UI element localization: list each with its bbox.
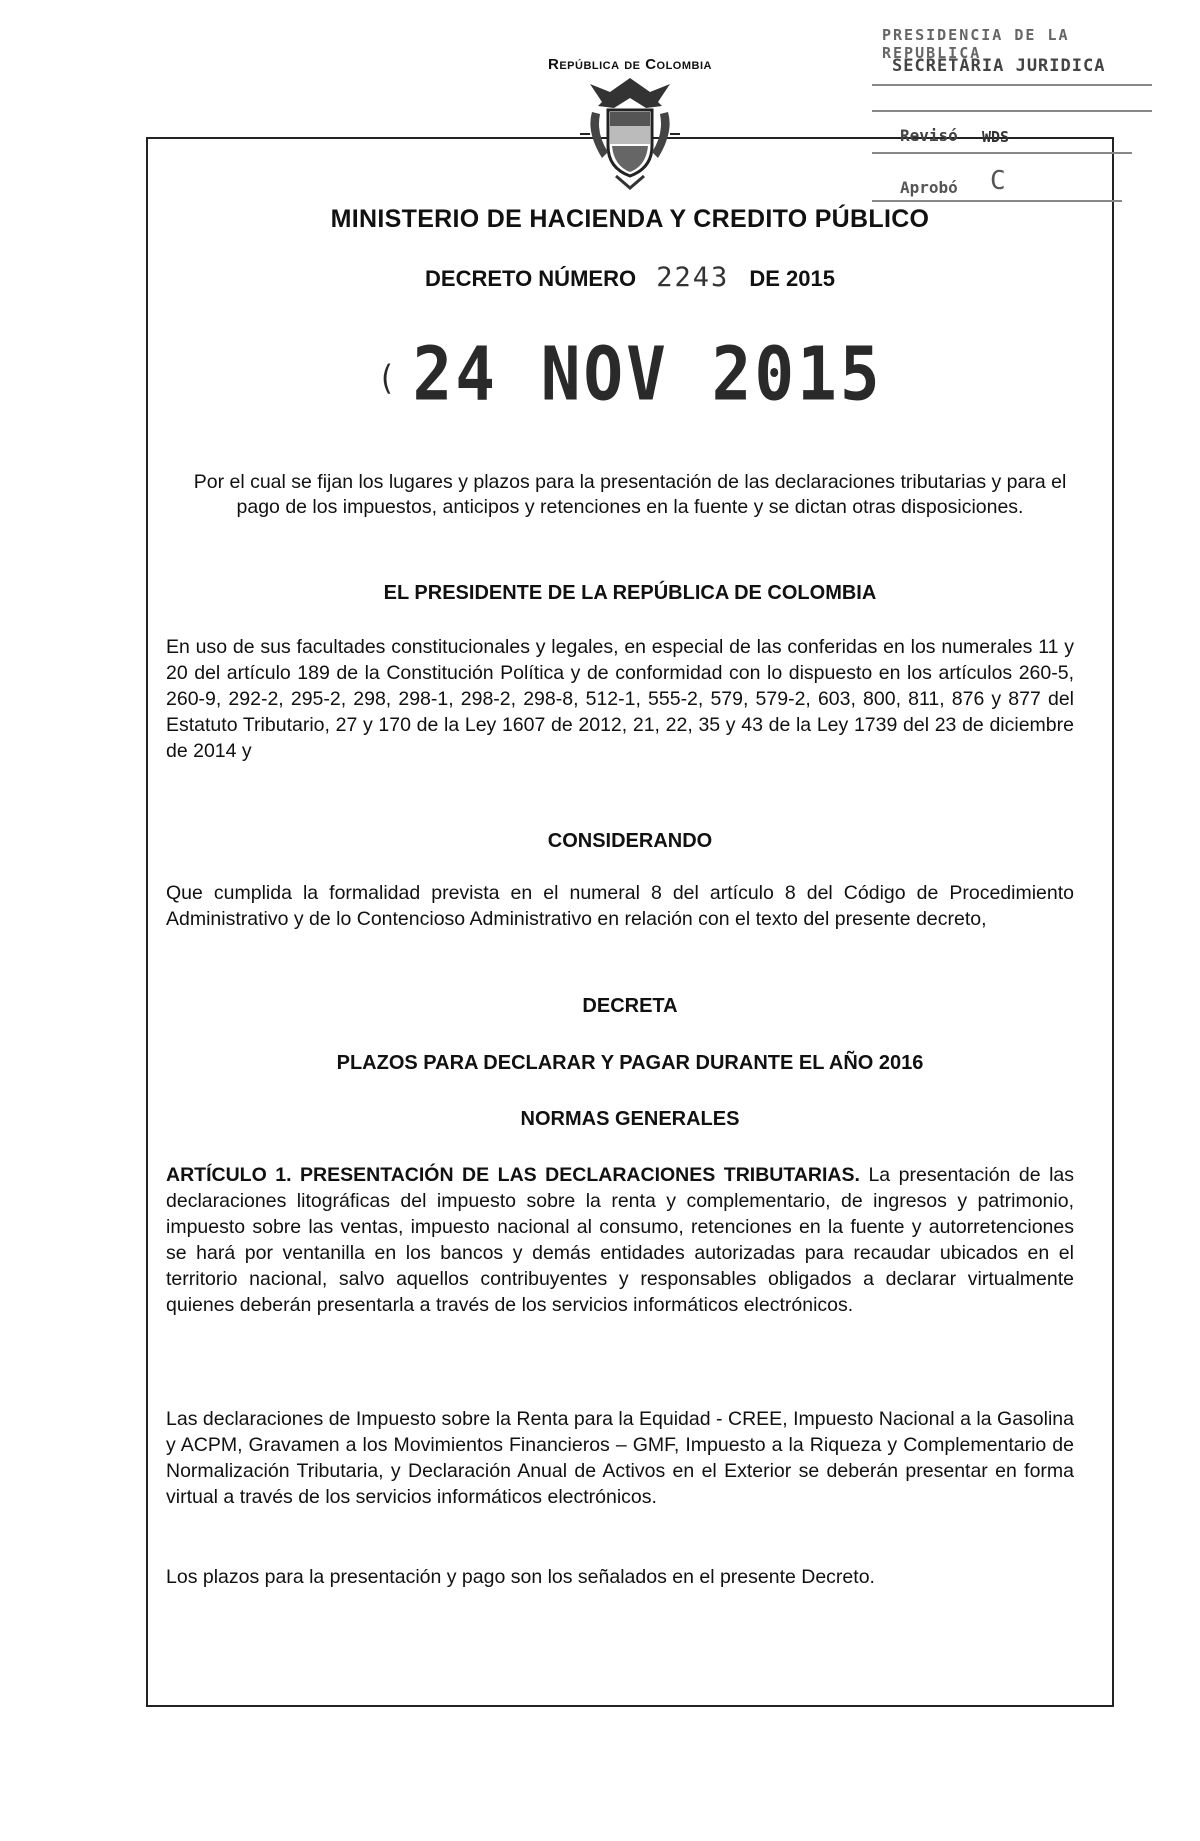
article-1-paragraph-2: Las declaraciones de Impuesto sobre la Renta para la Equidad - CREE, Impuesto Nacional a la Gasolina y ACPM, Gravamen a los Movimientos Financieros – GMF, Impuesto a la Riqueza y Complementario de Normalización Tributaria, y Declaración Anual de Activos en el Exterior se deberán presentar en forma virtual a través de los servicios informáticos electrónicos. [166,1408,1074,1508]
republic-heading: República de Colombia [548,56,712,73]
coat-of-arms-icon [580,72,680,192]
plazos-heading: PLAZOS PARA DECLARAR Y PAGAR DURANTE EL AÑO 2016 [336,1052,924,1074]
stamp-line-2: SECRETARIA JURIDICA [892,56,1106,76]
stamp-approved-label: Aprobó [900,178,958,197]
article-1-title: ARTÍCULO 1. PRESENTACIÓN DE LAS DECLARACIONES TRIBUTARIAS. [166,1164,860,1186]
normas-heading: NORMAS GENERALES [520,1108,740,1130]
stamp-reviewed-label: Revisó [900,126,958,145]
president-heading: EL PRESIDENTE DE LA REPÚBLICA DE COLOMBIA [383,582,877,604]
considerando-paragraph: Que cumplida la formalidad prevista en el numeral 8 del artículo 8 del Código de Procedimiento Administrativo y de lo Contencioso Administrativo en relación con el texto del presente decreto, [166,882,1074,930]
article-1-text: La presentación de las declaraciones litográficas del impuesto sobre la renta y complementario, de ingresos y patrimonio, impuesto sobre las ventas, impuesto nacional al consumo, retenciones en la fuente y autorretenciones se hará por ventanilla en los bancos y demás entidades autorizadas para recaudar ubicados en el territorio nacional, salvo aquellos contribuyentes y responsables obligados a declarar virtualmente quienes deberán presentarla a través de los servicios informáticos electrónicos. [166,1164,1074,1316]
decree-label: DECRETO NÚMERO [425,266,637,291]
stamp-line-1: PRESIDENCIA DE LA REPUBLICA [882,26,1070,62]
considerando-heading: CONSIDERANDO [547,830,713,852]
decree-summary: Por el cual se fijan los lugares y plazos para la presentación de las declaraciones tributarias y para el pago de los impuestos, anticipos y retenciones en la fuente y se dictan otras disposiciones. [193,471,1067,518]
stamp-initials: WDS [982,128,1010,146]
stamp-rule [872,84,1152,86]
stamp-rule [872,110,1152,112]
ministry-heading: MINISTERIO DE HACIENDA Y CREDITO PÚBLICO [330,205,930,233]
decree-date: 24 NOV 2015 [412,331,883,418]
stamp-mark: C [990,166,1006,196]
reception-stamp [862,16,1162,204]
decreta-heading: DECRETA [582,995,678,1017]
stamp-rule [872,152,1132,154]
decree-number-line [200,262,1060,293]
preamble-paragraph: En uso de sus facultades constitucionales y legales, en especial de las conferidas en los numerales 11 y 20 del artículo 189 de la Constitución Política y de conformidad con lo dispuesto en los artículos 260-5, 260-9, 292-2, 295-2, 298, 298-1, 298-2, 298-8, 512-1, 555-2, 579, 579-2, 603, 800, 811, 876 y 877 del Estatuto Tributario, 27 y 170 de la Ley 1607 de 2012, 21, 22, 35 y 43 de la Ley 1739 del 23 de diciembre de 2014 y [166,636,1074,762]
stamp-rule [872,200,1122,202]
date-stamp [300,331,960,417]
decree-year: DE 2015 [749,266,835,291]
date-paren: ( [377,359,399,400]
decree-number: 2243 [656,262,730,293]
article-1-paragraph-3: Los plazos para la presentación y pago son los señalados en el presente Decreto. [166,1566,875,1588]
article-1-paragraph [166,1162,1074,1318]
